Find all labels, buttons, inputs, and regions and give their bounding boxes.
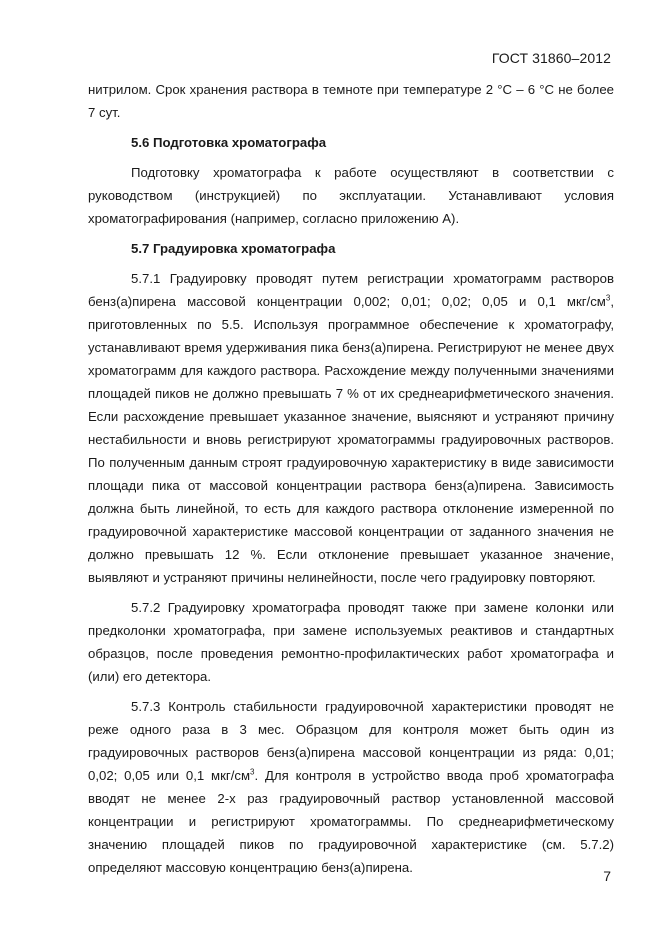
document-body: [88, 78, 614, 879]
paragraph-continuation: нитрилом. Срок хранения раствора в темноте при температуре 2 °С – 6 °С не более 7 сут.: [88, 82, 614, 120]
paragraph-5-7-3-part-a: 5.7.3 Контроль стабильности градуировочной характеристики проводят не реже одного раза в 3 мес. Образцом для контроля может быть один из градуировочных растворов бенз(а)пирена массовой концентрации из ряда: 0,01; 0,02; 0,05 или 0,1 мкг/см: [88, 699, 614, 783]
paragraph-5-7-2: 5.7.2 Градуировку хроматографа проводят также при замене колонки или предколонки хроматографа, при замене используемых реактивов и стандартных образцов, после проведения ремонтно-профилактических работ хроматографа и (или) его детектора.: [88, 600, 614, 684]
paragraph-5-7-1: [88, 267, 614, 589]
superscript-cubed: 3: [605, 293, 611, 303]
paragraph-5-7-1-part-b: , приготовленных по 5.5. Используя программное обеспечение к хроматографу, устанавливают время удерживания пика бенз(а)пирена. Регистрируют не менее двух хроматограмм для каждого раствора. Расхождение между полученными значениями площадей пиков не должно превышать 7 % от их среднеарифметического значения. Если расхождение превышает указанное значение, выясняют и устраняют причину нестабильности и вновь регистрируют хроматограммы градуировочных растворов. По полученным данным строят градуировочную характеристику в виде зависимости площади пика от массовой концентрации раствора бенз(а)пирена. Зависимость должна быть линейной, то есть для каждого раствора отклонение измеренной по градуировочной характеристике массовой концентрации от заданного значения не должно превышать 12 %. Если отклонение превышает указанное значение, выявляют и устраняют причины нелинейности, после чего градуировку повторяют.: [88, 294, 614, 585]
standard-code-header: ГОСТ 31860–2012: [491, 50, 611, 66]
paragraph-5-7-1-part-a: 5.7.1 Градуировку проводят путем регистрации хроматограмм растворов бенз(а)пирена массовой концентрации 0,002; 0,01; 0,02; 0,05 и 0,1 мкг/см: [88, 271, 614, 309]
paragraph-5-7-3-part-b: . Для контроля в устройство ввода проб хроматографа вводят не менее 2-х раз градуировочный раствор установленной массовой концентрации и регистрируют хроматограммы. По среднеарифметическому значению площадей пиков по градуировочной характеристике (см. 5.7.2) определяют массовую концентрацию бенз(а)пирена.: [88, 768, 614, 875]
superscript-cubed: 3: [250, 767, 255, 777]
paragraph-5-6: Подготовку хроматографа к работе осуществляют в соответствии с руководством (инструкцией) по эксплуатации. Устанавливают условия хроматографирования (например, согласно приложению А).: [88, 165, 614, 226]
section-heading-5-6: 5.6 Подготовка хроматографа: [131, 135, 327, 150]
page-number: 7: [603, 868, 611, 884]
paragraph-5-7-3: [88, 695, 614, 879]
section-heading-5-7: 5.7 Градуировка хроматографа: [131, 241, 336, 256]
